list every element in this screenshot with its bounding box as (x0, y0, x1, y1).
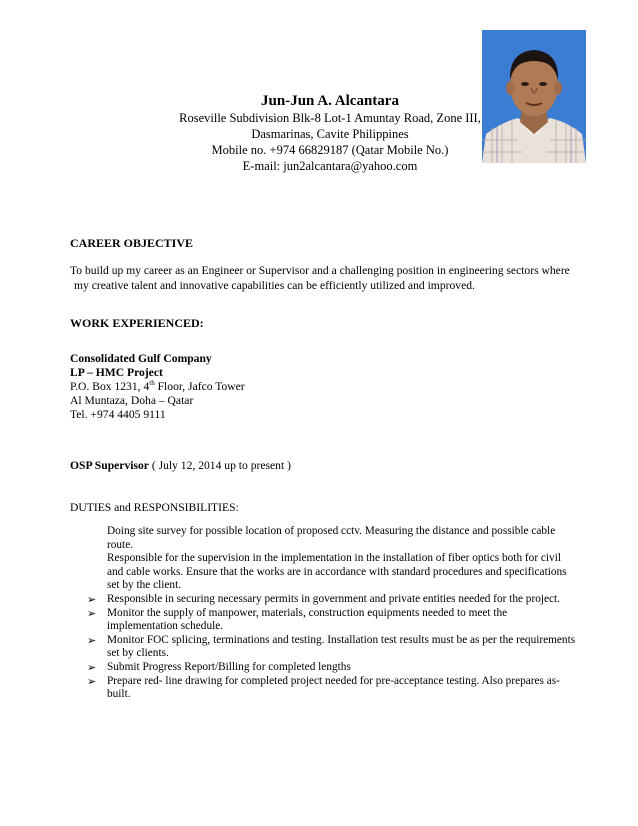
candidate-name: Jun-Jun A. Alcantara (261, 93, 399, 109)
position-line (70, 459, 291, 472)
company-telephone: Tel. +974 4405 9111 (70, 408, 166, 421)
duty-item: Responsible for the supervision in the implementation in the installation of fiber optics both for civil and cable works. Ensure that the works are in accordance with standard procedures and specifications set by the client. (107, 552, 567, 592)
career-objective-heading: CAREER OBJECTIVE (70, 236, 194, 250)
position-period: ( July 12, 2014 up to present ) (148, 459, 291, 472)
email-address: E-mail: jun2alcantara@yahoo.com (242, 159, 418, 173)
mobile-number: Mobile no. +974 66829187 (Qatar Mobile No.) (211, 143, 449, 157)
duties-list (107, 525, 577, 702)
address-text: P.O. Box 1231, 4 (70, 380, 150, 393)
duty-item: Doing site survey for possible location of proposed cctv. Measuring the distance and possible cable route. (107, 525, 556, 551)
duties-heading: DUTIES and RESPONSIBILITIES: (70, 501, 239, 514)
duty-bullet-item: ➢ Responsible in securing necessary permits in government and private entities needed for the project. (107, 593, 577, 607)
duty-bullet-item: ➢ Submit Progress Report/Billing for completed lengths (107, 661, 577, 675)
career-objective-text (70, 263, 590, 293)
career-objective-line-2: my creative talent and innovative capabilities can be efficiently utilized and improved. (74, 279, 475, 292)
company-address-2: Al Muntaza, Doha – Qatar (70, 394, 194, 407)
project-name: LP – HMC Project (70, 366, 163, 379)
contact-header (140, 92, 520, 174)
duty-bullet-item: ➢ Prepare red- line drawing for completed project needed for pre-acceptance testing. Also prepares as-built. (107, 675, 577, 702)
company-name: Consolidated Gulf Company (70, 352, 212, 365)
address-line-1: Roseville Subdivision Blk-8 Lot-1 Amuntay Road, Zone III, (179, 111, 481, 125)
ordinal-suffix: th (149, 379, 155, 388)
employer-block (70, 352, 245, 422)
career-objective-line-1: To build up my career as an Engineer or Supervisor and a challenging position in engineering sectors where (70, 264, 570, 277)
work-experience-heading: WORK EXPERIENCED: (70, 316, 204, 330)
address-line-2: Dasmarinas, Cavite Philippines (251, 127, 409, 141)
company-address-1 (70, 380, 245, 394)
duty-bullet-item: ➢ Monitor FOC splicing, terminations and testing. Installation test results must be as per the requirements set by clients. (107, 634, 577, 661)
position-title: OSP Supervisor (70, 459, 149, 472)
address-floor: Floor, Jafco Tower (154, 380, 245, 393)
duty-bullet-item: ➢ Monitor the supply of manpower, materials, construction equipments needed to meet the implementation schedule. (107, 607, 577, 634)
